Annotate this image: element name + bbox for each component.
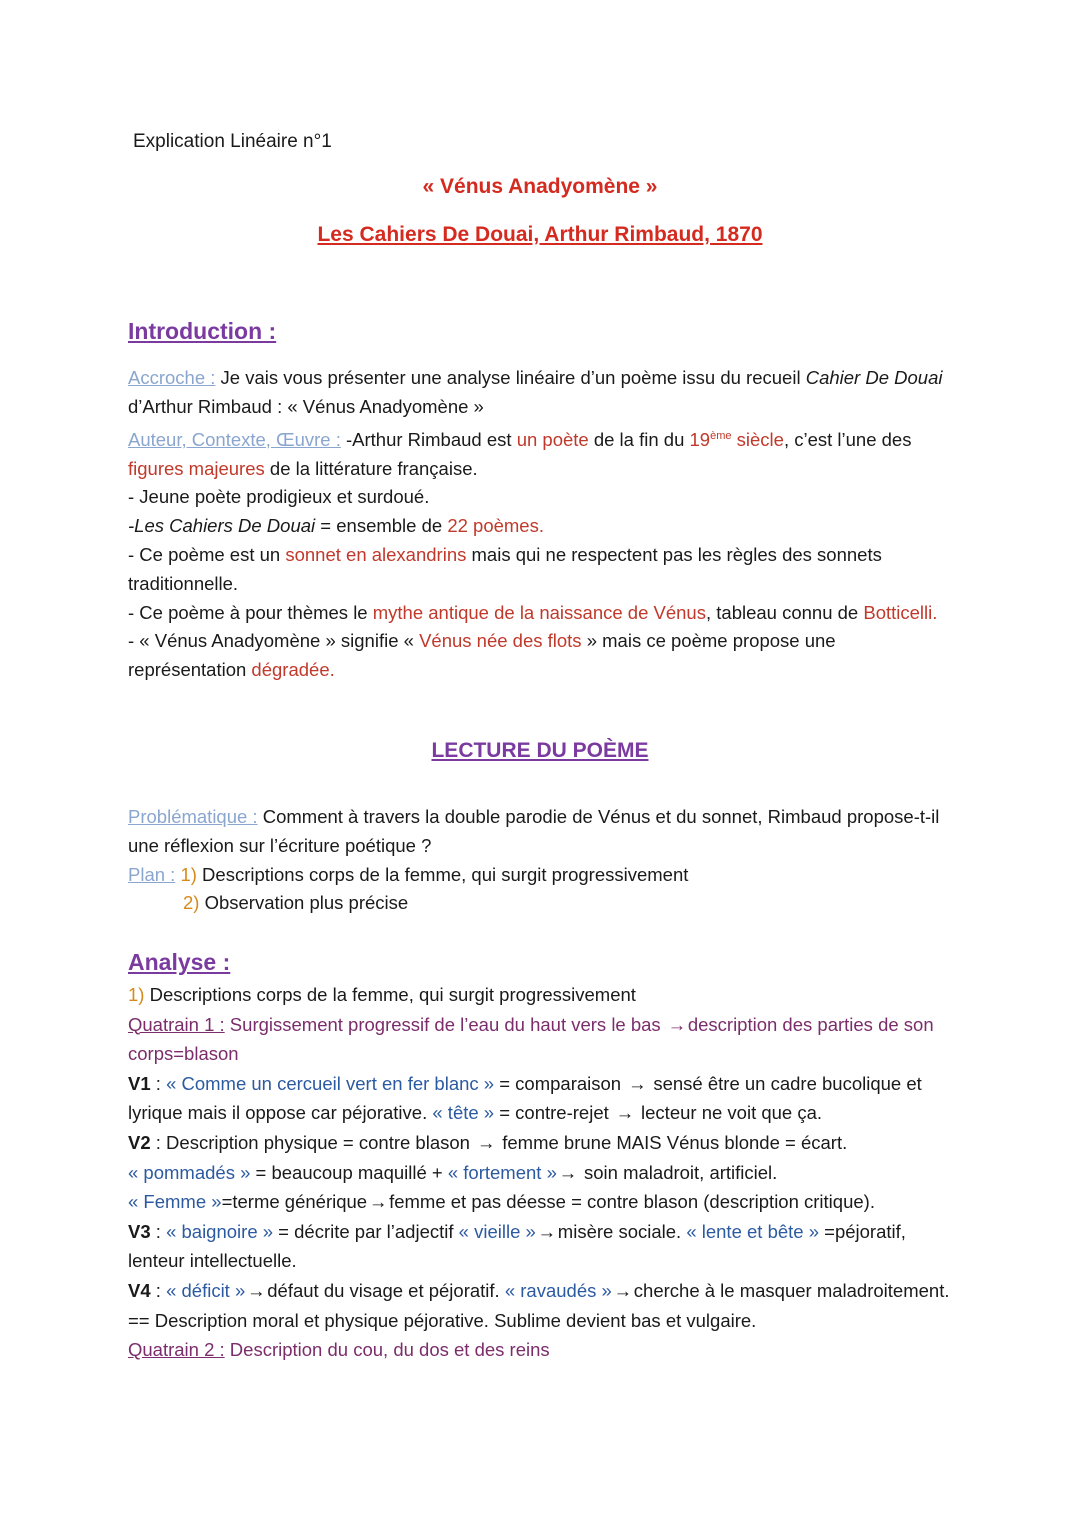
- quatrain1-paragraph: Quatrain 1 : Surgissement progressif de l’eau du haut vers le bas →description des parties de son corps=blason: [128, 1010, 958, 1069]
- signifie-line: - « Vénus Anadyomène » signifie « Vénus née des flots » mais ce poème propose une représentation dégradée.: [128, 630, 836, 681]
- arrow-icon: →: [476, 1131, 496, 1153]
- arrow-icon: →: [537, 1220, 557, 1242]
- analyse-body: [128, 980, 958, 1365]
- themes-line: - Ce poème à pour thèmes le mythe antique de la naissance de Vénus, tableau connu de Botticelli.: [128, 601, 938, 623]
- quatrain2-label: Quatrain 2 :: [128, 1339, 225, 1361]
- sonnet-line: - Ce poème est un sonnet en alexandrins mais qui ne respectent pas les règles des sonnets traditionnelle.: [128, 543, 882, 594]
- plan-label: Plan :: [128, 863, 176, 885]
- cahiers-line: -Les Cahiers De Douai = ensemble de 22 poèmes.: [128, 515, 544, 537]
- problematique-block: [128, 803, 958, 918]
- v2-femme-line: « Femme »=terme générique→femme et pas déesse = contre blason (description critique).: [128, 1187, 958, 1217]
- auteur-paragraph: Auteur, Contexte, Œuvre : -Arthur Rimbaud est un poète de la fin du 19ème siècle, c’est l’une des figures majeures de la littérature française.: [128, 428, 912, 479]
- accroche-label: Accroche :: [128, 367, 216, 388]
- problematique-paragraph: Problématique : Comment à travers la double parodie de Vénus et du sonnet, Rimbaud propose-t-il une réflexion sur l’écriture poétique ?: [128, 806, 940, 856]
- quatrain2-line: Quatrain 2 : Description du cou, du dos et des reins: [128, 1339, 550, 1361]
- v2-paragraph: V2 : Description physique = contre blason → femme brune MAIS Vénus blonde = écart.: [128, 1128, 958, 1158]
- document-label: Explication Linéaire n°1: [133, 131, 332, 152]
- arrow-icon: →: [368, 1191, 388, 1213]
- v4-paragraph: V4 : « déficit »→défaut du visage et péjoratif. « ravaudés »→cherche à le masquer maladroitement. == Description moral et physique péjorative. Sublime devient bas et vulgaire.: [128, 1276, 958, 1335]
- quatrain1-label: Quatrain 1 :: [128, 1013, 225, 1035]
- arrow-icon: →: [627, 1072, 647, 1094]
- v1-paragraph: V1 : « Comme un cercueil vert en fer blanc » = comparaison → sensé être un cadre bucolique et lyrique mais il oppose car péjorative. « tête » = contre-rejet → lecteur ne voit que ça.: [128, 1069, 958, 1128]
- v2-pommades-line: « pommadés » = beaucoup maquillé + « fortement »→ soin maladroit, artificiel.: [128, 1158, 958, 1188]
- plan-line-1: Plan : 1) Descriptions corps de la femme, qui surgit progressivement: [128, 863, 689, 885]
- part1-line: 1) Descriptions corps de la femme, qui surgit progressivement: [128, 984, 636, 1005]
- analyse-heading: Analyse :: [128, 949, 231, 975]
- introduction-body: [128, 364, 958, 685]
- plan-line-2: 2) Observation plus précise: [183, 892, 409, 914]
- poem-title: « Vénus Anadyomène »: [422, 175, 658, 198]
- arrow-icon: →: [247, 1279, 266, 1301]
- arrow-icon: →: [613, 1279, 633, 1301]
- lecture-heading: LECTURE DU POÈME: [431, 739, 649, 762]
- introduction-heading: Introduction :: [128, 318, 277, 344]
- problematique-label: Problématique :: [128, 806, 258, 827]
- auteur-label: Auteur, Contexte, Œuvre :: [128, 428, 341, 450]
- arrow-icon: →: [615, 1102, 635, 1124]
- arrow-icon: →: [558, 1161, 578, 1183]
- accroche-paragraph: Accroche : Je vais vous présenter une analyse linéaire d’un poème issu du recueil Cahier De Douai d’Arthur Rimbaud : « Vénus Anadyomène »: [128, 367, 943, 417]
- jeune-line: - Jeune poète prodigieux et surdoué.: [128, 486, 430, 508]
- arrow-icon: →: [667, 1013, 687, 1035]
- v3-paragraph: V3 : « baignoire » = décrite par l’adjectif « vieille »→misère sociale. « lente et bête » =péjoratif, lenteur intellectuelle.: [128, 1217, 958, 1276]
- poem-source: Les Cahiers De Douai, Arthur Rimbaud, 1870: [317, 223, 763, 246]
